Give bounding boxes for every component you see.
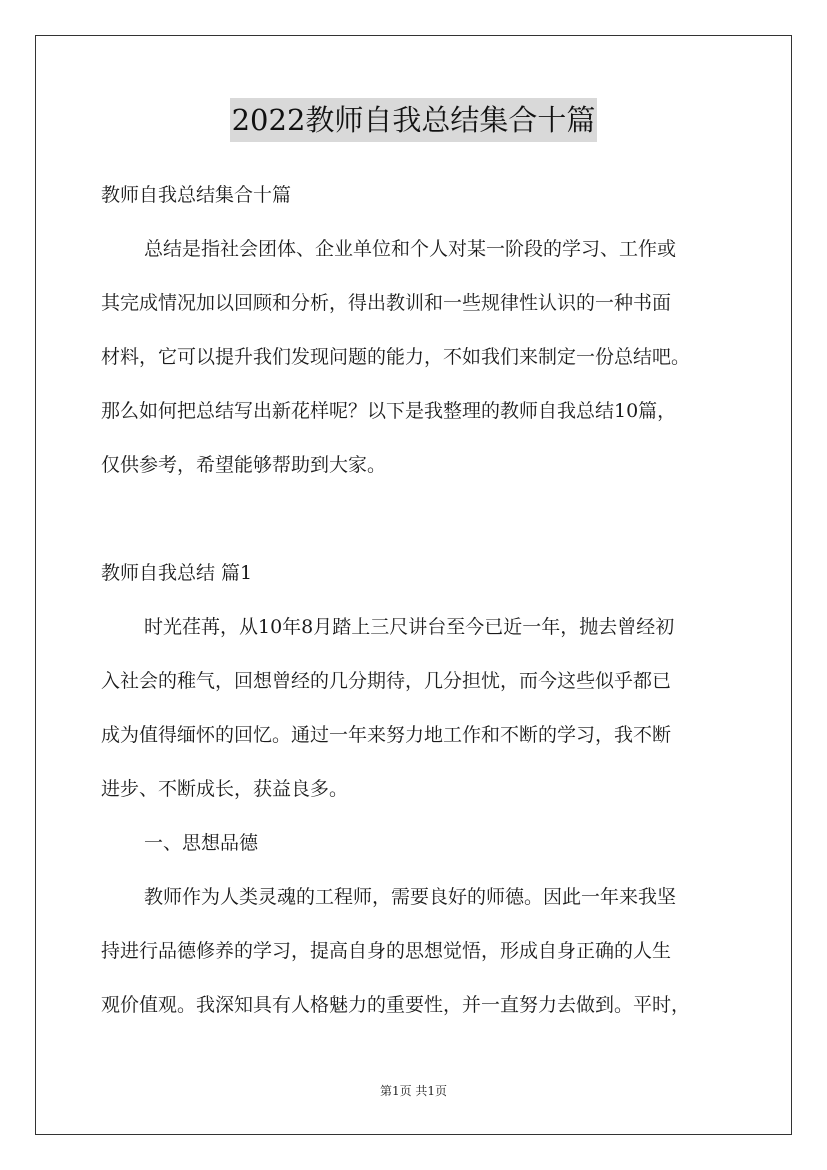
page-footer	[0, 1083, 827, 1099]
intro-line-1: 总结是指社会团体、企业单位和个人对某一阶段的学习、工作或	[144, 238, 677, 260]
para2-line-1: 教师作为人类灵魂的工程师，需要良好的师德。因此一年来我坚	[144, 886, 677, 908]
para1-line-1: 时光荏苒，从10年8月踏上三尺讲台至今已近一年，抛去曾经初	[144, 616, 675, 638]
subsection-heading: 一、思想品德	[144, 832, 259, 854]
document-title: 2022教师自我总结集合十篇	[230, 98, 598, 142]
para2-line-2: 持进行品德修养的学习，提高自身的思想觉悟，形成自身正确的人生	[101, 940, 672, 962]
intro-line-2: 其完成情况加以回顾和分析，得出教训和一些规律性认识的一种书面	[101, 292, 672, 314]
para2-line-3: 观价值观。我深知具有人格魅力的重要性，并一直努力去做到。平时，	[101, 994, 691, 1016]
intro-line-3: 材料，它可以提升我们发现问题的能力，不如我们来制定一份总结吧。	[101, 346, 691, 368]
para1-line-2: 入社会的稚气，回想曾经的几分期待，几分担忧，而今这些似乎都已	[101, 670, 672, 692]
para1-line-4: 进步、不断成长，获益良多。	[101, 778, 349, 800]
para1-line-3: 成为值得缅怀的回忆。通过一年来努力地工作和不断的学习，我不断	[101, 724, 672, 746]
document-subtitle: 教师自我总结集合十篇	[101, 184, 292, 206]
title-container	[0, 98, 827, 142]
intro-line-5: 仅供参考，希望能够帮助到大家。	[101, 454, 387, 476]
section-heading: 教师自我总结 篇1	[101, 562, 253, 584]
page-number-label: 第1页 共1页	[379, 1084, 448, 1098]
intro-line-4: 那么如何把总结写出新花样呢？以下是我整理的教师自我总结10篇，	[101, 400, 677, 422]
